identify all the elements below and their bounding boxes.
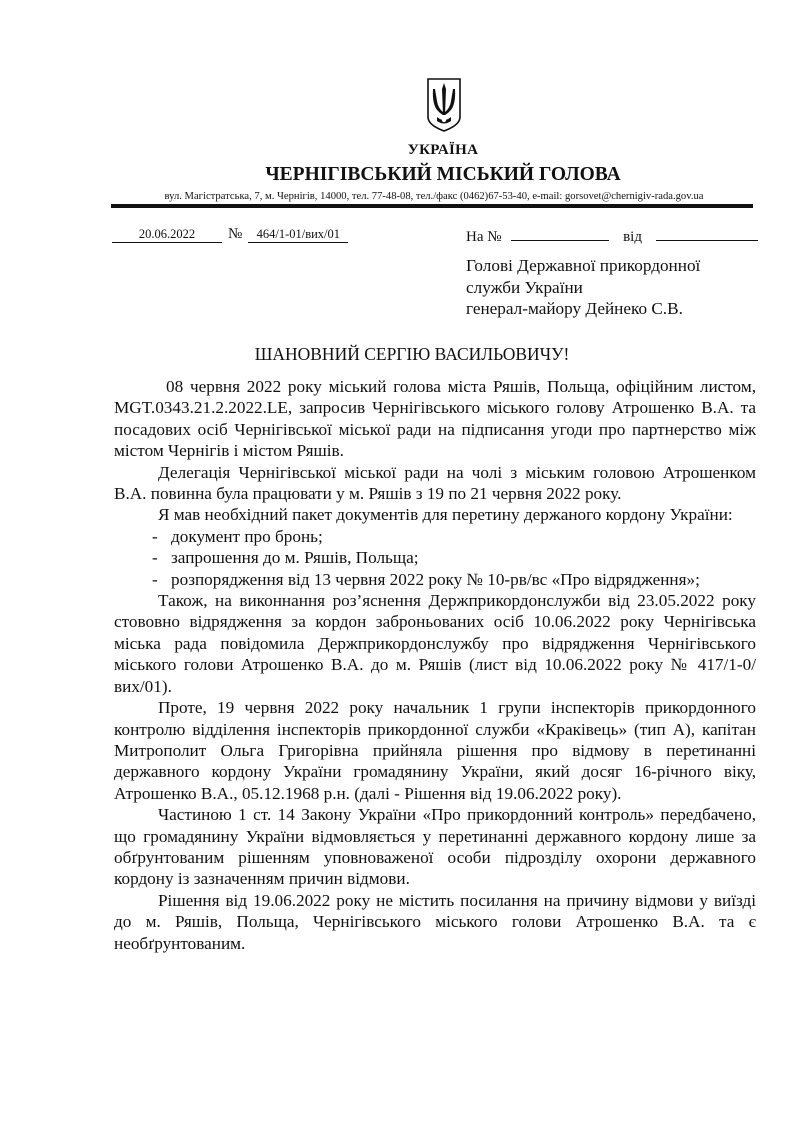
list-item: - запрошення до м. Ряшів, Польща; [152,548,419,568]
document-number: 464/1-01/вих/01 [248,227,348,243]
body-paragraph: Також, на виконнання роз’яснення Держприкордонслужби від 23.05.2022 року стововно відрядження за кордон заброньованих осіб 10.06.2022 року Чернігівська міська рада повідомила Держприкордонслужбу про відрядження Чернігівського міського голови Атрошенко В.А. до м. Ряшів (лист від 10.06.2022 року № 417/1-0/вих/01). [114,591,756,696]
organization-name: ЧЕРНІГІВСЬКИЙ МІСЬКИЙ ГОЛОВА [265,164,621,185]
body-paragraph: Делегація Чернігівської міської ради на чолі з міським головою Атрошенком В.А. повинна була працювати у м. Ряшів з 19 по 21 червня 2022 року. [114,462,756,504]
list-item: - розпорядження від 13 червня 2022 року № 10-рв/вс «Про відрядження»; [152,569,700,589]
addressee-block [466,255,700,320]
from-label: від [623,229,642,245]
addressee-line: служби України [466,277,583,297]
header-rule [111,204,753,208]
addressee-line: Голові Державної прикордонної [466,256,701,275]
body-paragraph: Проте, 19 червня 2022 року начальник 1 групи інспекторів прикордонного контролю відділення інспекторів прикордонної служби «Краківець» (тип А), капітан Митрополит Ольга Григорівна прийняла рішення про відмову в перетинанні державного кордону України громадянину України, який досяг 16-річного віку, Атрошенко В.А., 05.12.1968 р.н. (далі - Рішення від 19.06.2022 року). [114,698,756,803]
incoming-reference [466,226,758,246]
ukraine-trident-emblem-icon [426,77,462,133]
salutation: ШАНОВНИЙ СЕРГІЮ ВАСИЛЬОВИЧУ! [254,344,570,364]
reply-to-number [511,226,609,241]
body-paragraph: Частиною 1 ст. 14 Закону України «Про прикордонний контроль» передбачено, що громадянину України відмовляється у перетинанні державного кордону лише за обґрунтованим рішенням уповноваженої особи підрозділу охорони державного кордону із зазначенням причин відмови. [114,805,756,889]
list-item: - документ про бронь; [152,526,323,546]
document-list [114,526,756,590]
addressee-line: генерал-майору Дейнеко С.В. [466,299,683,318]
body-paragraph: Рішення від 19.06.2022 року не містить посилання на причину відмови у виїзді до м. Ряшів, Польща, Чернігівського міського голови Атрошенко В.А. та є необґрунтованим. [114,890,756,953]
from-date [656,226,758,241]
country-name: УКРАЇНА [407,142,479,158]
organization-address: вул. Магістратська, 7, м. Чернігів, 14000, тел. 77-48-08, тел./факс (0462)67-53-40, e-mail: gorsovet@chernigiv-rada.gov.ua [164,191,704,202]
outgoing-reference [112,226,348,243]
reply-to-label: На № [466,229,502,245]
body-paragraph: 08 червня 2022 року міський голова міста Ряшів, Польща, офіційним листом, MGT.0343.21.2.2022.LE, запросив Чернігівського міського голову Атрошенко В.А. та посадових осіб Чернігівської міської ради на підписання угоди про партнерство між містом Чернігів і містом Ряшів. [114,377,756,461]
document-date: 20.06.2022 [112,227,222,243]
body-paragraph: Я мав необхідний пакет документів для перетину держаного кордону України: [158,505,733,525]
letter-body [114,376,756,954]
number-sign: № [228,226,243,242]
